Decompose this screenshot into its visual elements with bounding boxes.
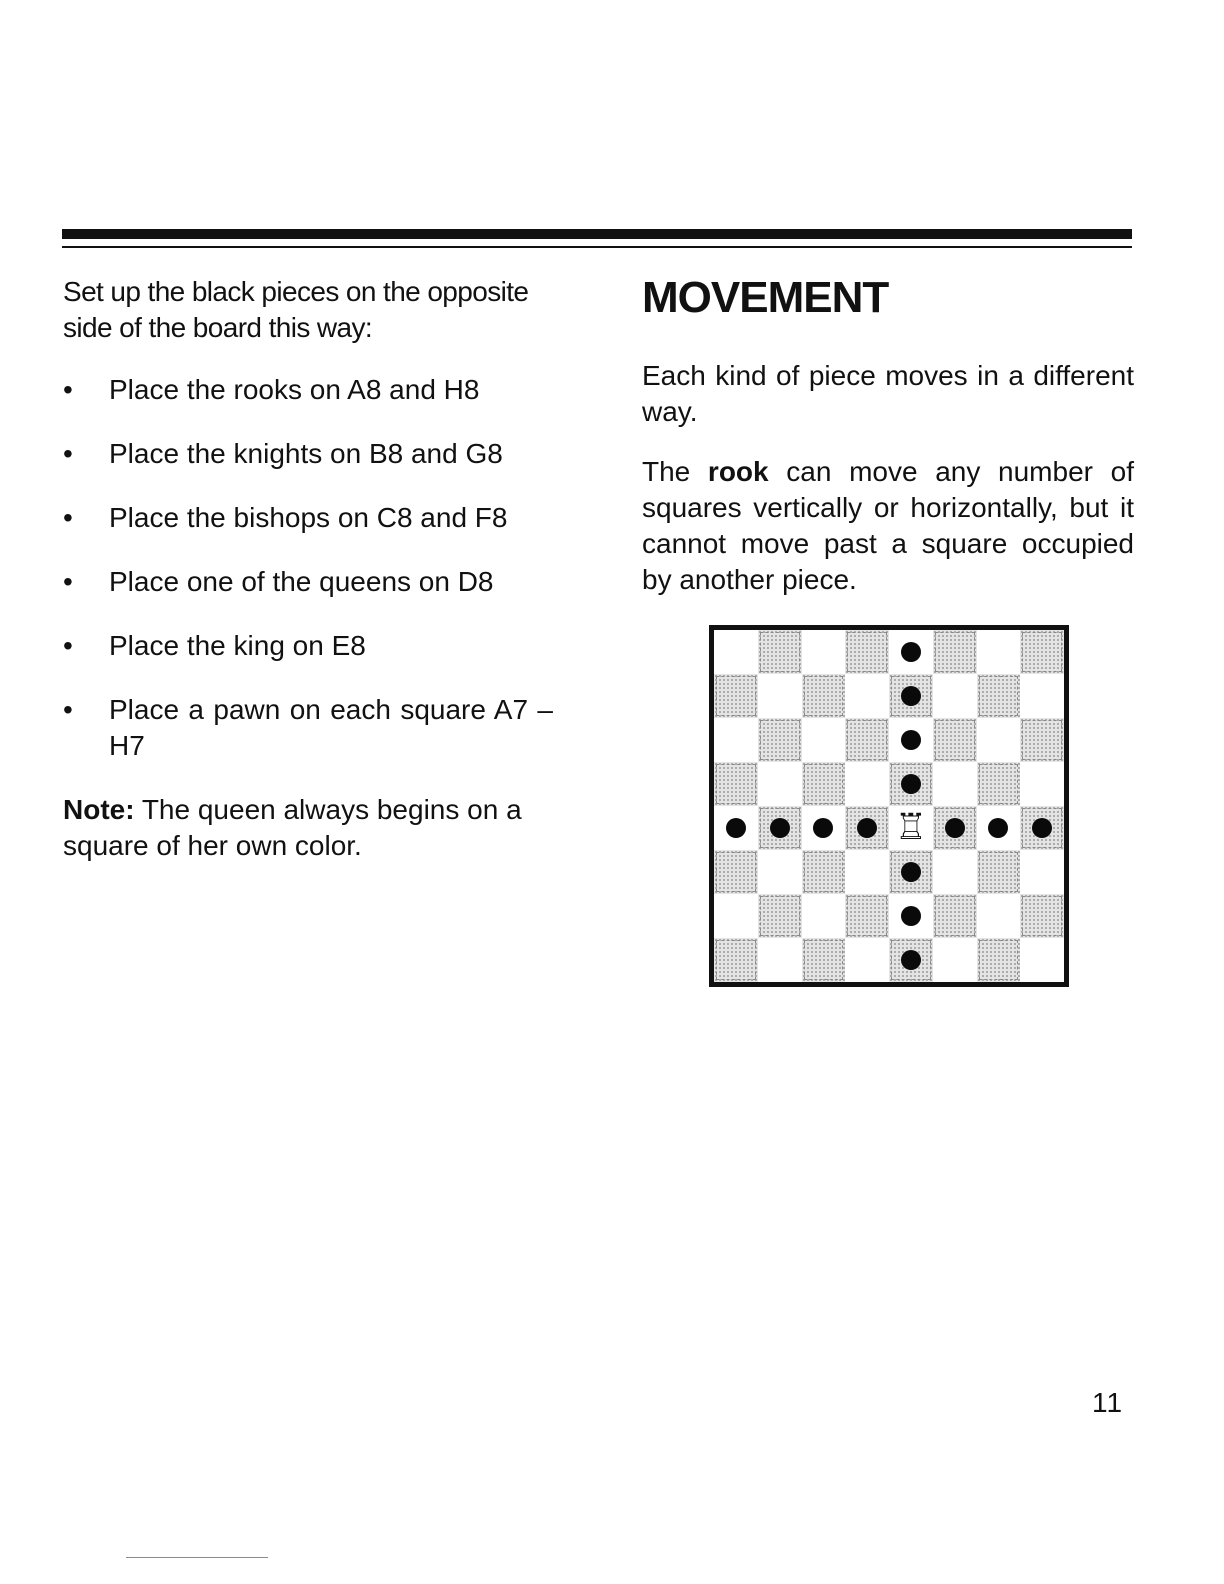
dark-square [802, 762, 846, 806]
light-square [714, 894, 758, 938]
dark-square [802, 850, 846, 894]
light-square [1020, 850, 1064, 894]
move-marker-icon [901, 686, 921, 706]
dark-square [845, 894, 889, 938]
dark-square [1020, 806, 1064, 850]
light-square [845, 762, 889, 806]
dark-square [889, 762, 933, 806]
move-marker-icon [857, 818, 877, 838]
list-item [63, 500, 553, 536]
light-square [845, 938, 889, 982]
light-square [977, 894, 1021, 938]
move-marker-icon [901, 906, 921, 926]
setup-intro: Set up the black pieces on the opposite side of the board this way: [63, 276, 529, 343]
dark-square [1020, 630, 1064, 674]
move-marker-icon [813, 818, 833, 838]
light-square [977, 630, 1021, 674]
dark-square [714, 850, 758, 894]
note-paragraph [63, 792, 553, 864]
dark-square [977, 674, 1021, 718]
rook-desc-suffix: can move any number of squares vertically or horizontally, but it cannot move past a square occupied by another piece. [642, 456, 1134, 595]
dark-square [758, 630, 802, 674]
dark-square [758, 894, 802, 938]
light-square [758, 938, 802, 982]
light-square [802, 806, 846, 850]
list-item [63, 372, 553, 408]
light-square [889, 894, 933, 938]
dark-square [933, 894, 977, 938]
dark-square [714, 674, 758, 718]
light-square [802, 630, 846, 674]
move-marker-icon [901, 774, 921, 794]
dark-square [845, 806, 889, 850]
dark-square [889, 850, 933, 894]
header-rule-thin [62, 246, 1132, 248]
light-square [933, 762, 977, 806]
list-item-text: Place the knights on B8 and G8 [109, 438, 503, 469]
light-square [1020, 762, 1064, 806]
dark-square [714, 762, 758, 806]
rook-icon: ♖ [894, 807, 928, 848]
move-marker-icon [945, 818, 965, 838]
move-marker-icon [1032, 818, 1052, 838]
footer-line [126, 1557, 268, 1558]
list-item [63, 436, 553, 472]
move-marker-icon [726, 818, 746, 838]
light-square [714, 718, 758, 762]
dark-square [845, 630, 889, 674]
setup-list [63, 372, 553, 764]
light-square [714, 806, 758, 850]
movement-intro: Each kind of piece moves in a different way. [642, 360, 1134, 427]
light-square [889, 718, 933, 762]
dark-square [845, 718, 889, 762]
light-square [933, 938, 977, 982]
note-label: Note: [63, 794, 135, 825]
bullet-icon: • [63, 566, 73, 597]
list-item-text: Place the bishops on C8 and F8 [109, 502, 508, 533]
note-text: The queen always begins on a square of her own color. [63, 794, 522, 861]
light-square [714, 630, 758, 674]
bullet-icon: • [63, 374, 73, 405]
light-square [758, 674, 802, 718]
rook-desc-prefix: The [642, 456, 708, 487]
dark-square [1020, 894, 1064, 938]
page-number: 11 [1092, 1387, 1124, 1418]
move-marker-icon [988, 818, 1008, 838]
list-item [63, 628, 553, 664]
dark-square [758, 718, 802, 762]
dark-square [802, 938, 846, 982]
move-marker-icon [901, 862, 921, 882]
dark-square [977, 762, 1021, 806]
right-column [642, 272, 1134, 622]
dark-square [977, 938, 1021, 982]
dark-square [714, 938, 758, 982]
dark-square [933, 630, 977, 674]
light-square [845, 850, 889, 894]
bullet-icon: • [63, 694, 73, 725]
move-marker-icon [901, 950, 921, 970]
dark-square [977, 850, 1021, 894]
list-item-text: Place a pawn on each square A7 – H7 [109, 694, 553, 761]
dark-square [933, 718, 977, 762]
light-square [977, 806, 1021, 850]
move-marker-icon [901, 730, 921, 750]
light-square [977, 718, 1021, 762]
list-item-text: Place the rooks on A8 and H8 [109, 374, 480, 405]
light-square [802, 894, 846, 938]
move-marker-icon [770, 818, 790, 838]
dark-square [933, 806, 977, 850]
bullet-icon: • [63, 502, 73, 533]
dark-square [802, 674, 846, 718]
bullet-icon: • [63, 630, 73, 661]
light-square [758, 762, 802, 806]
light-square [758, 850, 802, 894]
light-square [1020, 938, 1064, 982]
light-square [889, 630, 933, 674]
dark-square [758, 806, 802, 850]
light-square [933, 674, 977, 718]
chessboard-diagram [709, 625, 1069, 987]
header-rule-thick [62, 229, 1132, 239]
move-marker-icon [901, 642, 921, 662]
list-item-text: Place the king on E8 [109, 630, 366, 661]
light-square [889, 806, 933, 850]
dark-square [1020, 718, 1064, 762]
list-item [63, 692, 553, 764]
list-item [63, 564, 553, 600]
light-square [845, 674, 889, 718]
rook-description [642, 454, 1134, 598]
list-item-text: Place one of the queens on D8 [109, 566, 494, 597]
rook-term: rook [707, 456, 769, 487]
light-square [1020, 674, 1064, 718]
light-square [933, 850, 977, 894]
left-column [63, 274, 553, 892]
dark-square [889, 674, 933, 718]
bullet-icon: • [63, 438, 73, 469]
light-square [802, 718, 846, 762]
dark-square [889, 938, 933, 982]
section-heading: MOVEMENT [642, 273, 889, 322]
